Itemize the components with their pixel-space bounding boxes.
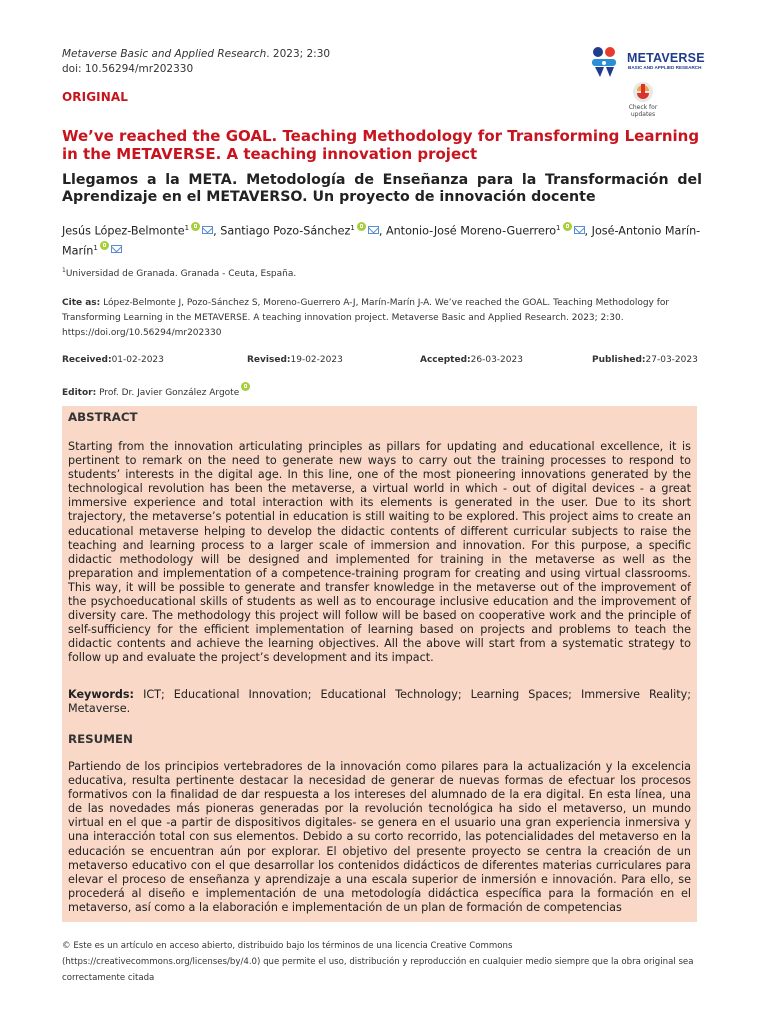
orcid-icon[interactable] — [241, 382, 250, 391]
author-affiliation-marker: 1 — [556, 224, 561, 232]
affiliation-marker: 1 — [62, 267, 66, 274]
check-updates-text: Check for updates — [628, 104, 658, 118]
editor-line — [62, 382, 250, 398]
doi-text: doi: 10.56294/mr202330 — [62, 62, 194, 75]
author-affiliation-marker: 1 — [350, 224, 355, 232]
accepted-value: 26-03-2023 — [470, 355, 523, 365]
logo-subtext: BASIC AND APPLIED RESEARCH — [628, 65, 702, 70]
affiliation — [62, 267, 296, 279]
received-value: 01-02-2023 — [111, 355, 164, 365]
revised-value: 19-02-2023 — [290, 355, 343, 365]
keywords-label: Keywords: — [68, 688, 135, 701]
author-list: Jesús López-Belmonte$^1$ , Santiago Pozo-Sánchez$^1$ , Antonio-José Moreno-Guerrero$^1$ , José-Antonio Marín-Marín$^1$ — [62, 220, 702, 259]
email-icon[interactable] — [368, 226, 379, 234]
article-title-spanish: Llegamos a la META. Metodología de Enseñanza para la Transformación del Aprendizaje en el METAVERSO. Un proyecto de innovación docente — [62, 172, 702, 205]
article-title-english: We’ve reached the GOAL. Teaching Methodology for Transforming Learning in the METAVERSE. A teaching innovation project — [62, 127, 700, 163]
cite-text[interactable]: López-Belmonte J, Pozo-Sánchez S, Moreno-Guerrero A-J, Marín-Marín J-A. We’ve reached the GOAL. Teaching Methodology for Transforming Learning in the METAVERSE. A teaching innovation project. Metaverse Basic and Applied Research. 2023; 2:30. https://doi.org/10.56294/mr202330 — [62, 298, 670, 338]
check-updates-icon — [632, 80, 654, 104]
resumen-heading: RESUMEN — [68, 732, 133, 746]
metaverse-logo-icon — [586, 43, 624, 79]
journal-reference — [62, 47, 330, 76]
cite-label: Cite as: — [62, 298, 101, 308]
logo-text: METAVERSE — [627, 51, 705, 65]
revised-label: Revised: — [247, 355, 291, 365]
email-icon[interactable] — [574, 226, 585, 234]
email-icon[interactable] — [202, 226, 213, 234]
author-name: José-Antonio Marín-Marín — [62, 224, 701, 258]
journal-name: Metaverse Basic and Applied Research — [62, 48, 267, 60]
resumen-text: Partiendo de los principios vertebradores de la innovación como pilares para la actualización y la excelencia educativa, resulta pertinente destacar la necesidad de generar de nuevas formas de efectuar los procesos formativos con la finalidad de dar respuesta a los intereses del alumnado de la era digital. En esta línea, una de las novedades más pioneras generadas por la revolución tecnológica ha sido el metaverso, un mundo virtual en el que -a partir de dispositivos digitales- se genera en el usuario una gran experiencia inmersiva y una interacción total con sus elementos. Debido a su corto recorrido, las potencialidades del metaverso en la educación se encuentran aún por explorar. El objetivo del presente proyecto se centra la creación de un metaverso educativo con el que desarrollar los contenidos didácticos de diferentes materias curriculares para elevar el proceso de enseñanza y aprendizaje a una escala superior de inmersión e innovación. Para ello, se procederá al diseño e implementación de una metodología didáctica específica para la formación en el metaverso, así como a la elaboración e implementación de un plan de formación de competencias — [68, 760, 691, 914]
abstract-text: Starting from the innovation articulating principles as pillars for updating and educational excellence, it is pertinent to remark on the need to generate new ways to carry out the training processes to respond to students’ interests in the digital age. In this line, one of the most pioneering innovations generated by the technological revolution has been the metaverse, a virtual world in which - out of digital devices - a great immersive experience and total interaction with its elements is generated in the user. Due to its short trajectory, the metaverse’s potential in education is still waiting to be explored. This project aims to create an educational metaverse helping to develop the didactic contents of different curricular subjects to raise the teaching and learning process to a larger scale of immersion and innovation. For this purpose, a specific didactic methodology will be designed and implemented for training in the metaverse as well as the preparation and implementation of a competence-training program for creating and using virtual classrooms. This way, it will be possible to generate and transfer knowledge in the metaverse out of the improvement of the psychoeducational skills of students as well as to encourage inclusive education and the improvement of diversity care. The methodology this project will follow will be based on cooperative work and the principle of self-sufficiency for the efficient implementation of learning based on projects and problems to teach the didactic contents and achieve the learning objectives. All the above will start from a systematic strategy to follow up and evaluate the project’s development and its impact. — [68, 440, 691, 665]
editor-name: Prof. Dr. Javier González Argote — [96, 388, 240, 398]
orcid-icon[interactable] — [100, 241, 109, 250]
abstract-box — [62, 406, 697, 922]
author-name: Jesús López-Belmonte — [62, 224, 185, 238]
abstract-heading: ABSTRACT — [68, 410, 138, 424]
author-affiliation-marker: 1 — [93, 243, 98, 252]
published-date — [592, 355, 698, 365]
received-date — [62, 355, 164, 365]
article-dates — [62, 355, 702, 369]
author-affiliation-marker: 1 — [184, 224, 190, 232]
keywords — [68, 688, 691, 716]
revised-date — [247, 355, 343, 365]
author-name: Santiago Pozo-Sánchez — [220, 224, 351, 238]
journal-volume: . 2023; 2:30 — [266, 48, 331, 60]
journal-logo — [586, 43, 705, 79]
citation-block — [62, 296, 702, 340]
license-footer: © Este es un artículo en acceso abierto, distribuido bajo los términos de una licencia Creative Commons (https://creativecommons.org/licenses/by/4.0) que permite el uso, distribución y reproducción en cualquier medio siempre que la obra original sea correctamente citada — [62, 941, 694, 983]
orcid-icon[interactable] — [357, 222, 366, 231]
orcid-icon[interactable] — [191, 222, 200, 231]
orcid-icon[interactable] — [563, 222, 572, 231]
editor-label: Editor: — [62, 388, 97, 398]
check-for-updates-badge[interactable] — [624, 80, 662, 120]
published-value: 27-03-2023 — [645, 355, 698, 365]
received-label: Received: — [62, 355, 112, 365]
email-icon[interactable] — [111, 245, 122, 253]
article-type-label: ORIGINAL — [62, 90, 128, 104]
keywords-text: ICT; Educational Innovation; Educational Technology; Learning Spaces; Immersive Reality; Metaverse. — [68, 688, 691, 716]
author-name: Antonio-José Moreno-Guerrero — [385, 224, 557, 238]
affiliation-text: Universidad de Granada. Granada - Ceuta, España. — [65, 269, 297, 279]
accepted-label: Accepted: — [420, 355, 471, 365]
accepted-date — [420, 355, 523, 365]
published-label: Published: — [592, 355, 646, 365]
